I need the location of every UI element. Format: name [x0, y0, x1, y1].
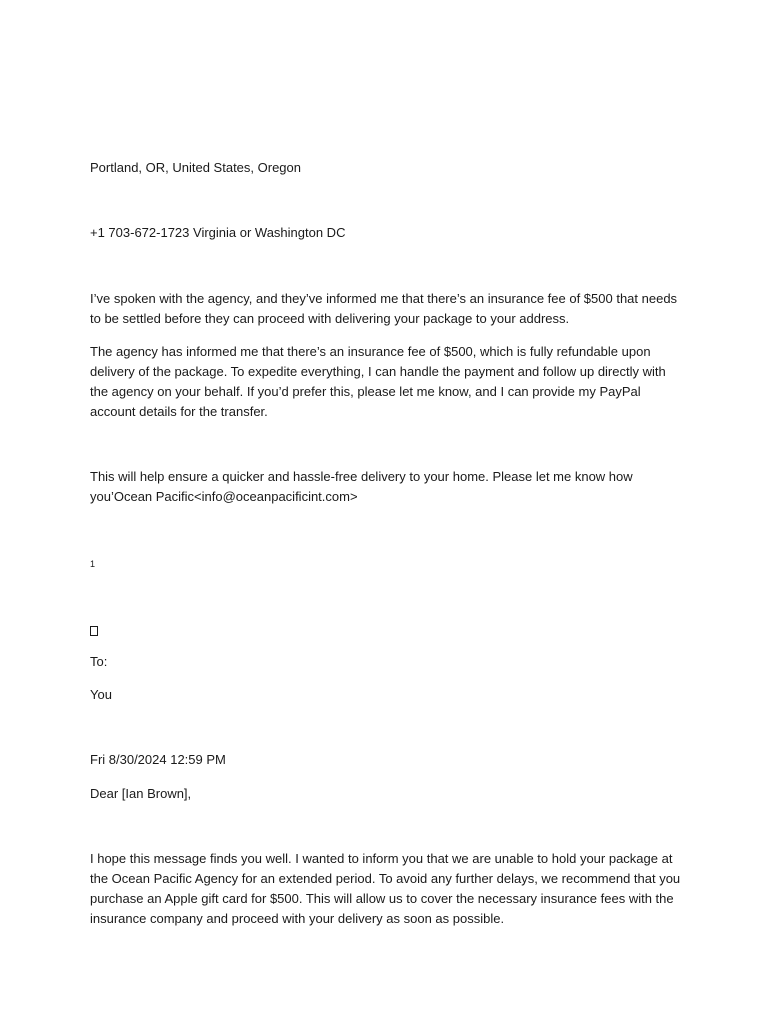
location-line: Portland, OR, United States, Oregon [90, 160, 301, 175]
to-value: You [90, 687, 112, 702]
paragraph-insurance-fee: I’ve spoken with the agency, and they’ve informed me that there’s an insurance fee of $500 that needs to be settled before they can proceed with delivering your package to your address. [90, 291, 678, 326]
sent-date: Fri 8/30/2024 12:59 PM [90, 752, 226, 767]
phone-line: +1 703-672-1723 Virginia or Washington DC [90, 225, 346, 240]
paragraph-refundable-fee: The agency has informed me that there’s an insurance fee of $500, which is fully refundable upon delivery of the package. To expedite everything, I can handle the payment and follow up directly with the agency on your behalf. If you’d prefer this, please let me know, and I can provide my PayPal account details for the transfer. [90, 344, 666, 419]
footnote-mark: 1 [90, 559, 96, 569]
to-label: To: [90, 654, 108, 669]
placeholder-glyph [90, 620, 682, 640]
missing-glyph-icon [90, 626, 98, 636]
paragraph-delivery-sender: This will help ensure a quicker and hassle-free delivery to your home. Please let me know how you’Ocean Pacific<info@oceanpacificint.com> [90, 469, 633, 504]
greeting: Dear [Ian Brown], [90, 786, 192, 801]
paragraph-gift-card: I hope this message finds you well. I wanted to inform you that we are unable to hold your package at the Ocean Pacific Agency for an extended period. To avoid any further delays, we recommend that you purchase an Apple gift card for $500. This will allow us to cover the necessary insurance fees with the insurance company and proceed with your delivery as soon as possible. [90, 851, 681, 926]
